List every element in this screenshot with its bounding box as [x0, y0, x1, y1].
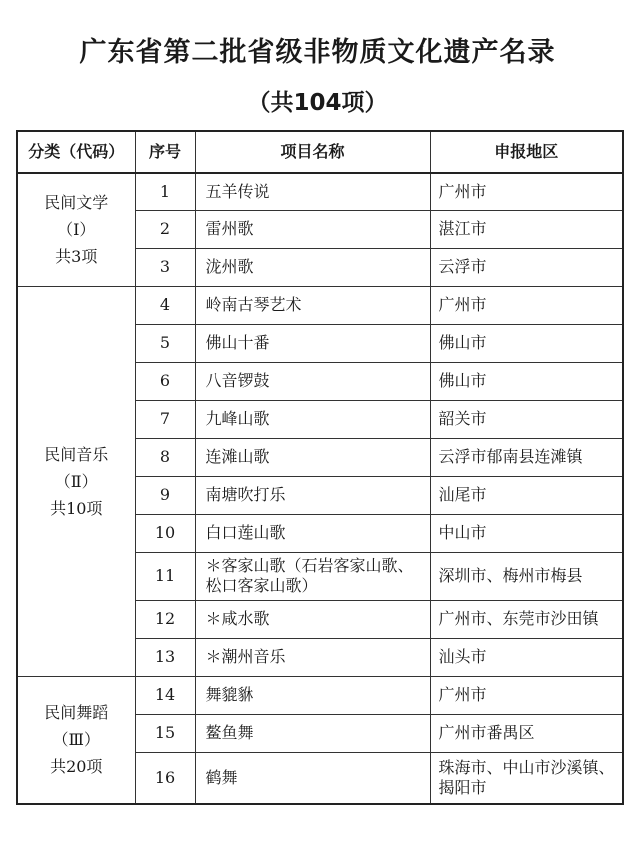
- item-number: 7: [135, 400, 195, 438]
- item-area: 深圳市、梅州市梅县: [430, 552, 623, 600]
- table-row: [17, 676, 623, 714]
- category-code: （Ⅰ）: [57, 220, 96, 240]
- header-category: 分类（代码）: [17, 131, 135, 173]
- item-number: 5: [135, 324, 195, 362]
- item-number: 3: [135, 248, 195, 286]
- item-area: 韶关市: [430, 400, 623, 438]
- item-name: 泷州歌: [195, 248, 430, 286]
- item-name: 佛山十番: [195, 324, 430, 362]
- category-code: （Ⅱ）: [54, 471, 98, 491]
- category-count: 共10项: [50, 498, 103, 518]
- item-area: 珠海市、中山市沙溪镇、揭阳市: [430, 752, 623, 804]
- page-subtitle: （共104项）: [247, 90, 388, 116]
- item-name: 舞貔貅: [195, 676, 430, 714]
- item-area: 汕尾市: [430, 476, 623, 514]
- item-name: ＊咸水歌: [195, 600, 430, 638]
- item-area: 中山市: [430, 514, 623, 552]
- category-count: 共20项: [50, 757, 103, 777]
- category-name: 民间音乐: [44, 444, 109, 464]
- header-name: 项目名称: [195, 131, 430, 173]
- item-area: 广州市、东莞市沙田镇: [430, 600, 623, 638]
- item-name: 南塘吹打乐: [195, 476, 430, 514]
- item-number: 9: [135, 476, 195, 514]
- item-number: 1: [135, 173, 195, 210]
- item-number: 6: [135, 362, 195, 400]
- item-name: 鹤舞: [195, 752, 430, 804]
- category-count: 共3项: [55, 247, 98, 267]
- header-area: 申报地区: [430, 131, 623, 173]
- table-row: [17, 173, 623, 210]
- item-area: 湛江市: [430, 210, 623, 248]
- item-name: 九峰山歌: [195, 400, 430, 438]
- category-cell: [17, 286, 135, 676]
- item-name: 连滩山歌: [195, 438, 430, 476]
- item-number: 2: [135, 210, 195, 248]
- heritage-list-table: [16, 130, 624, 805]
- item-area: 广州市: [430, 676, 623, 714]
- item-name: ＊潮州音乐: [195, 638, 430, 676]
- category-cell: [17, 676, 135, 804]
- item-number: 14: [135, 676, 195, 714]
- category-name: 民间舞蹈: [44, 703, 109, 723]
- table-row: [17, 286, 623, 324]
- header-number: 序号: [135, 131, 195, 173]
- item-area: 广州市番禺区: [430, 714, 623, 752]
- item-name: 八音锣鼓: [195, 362, 430, 400]
- item-name: ＊客家山歌（石岩客家山歌、松口客家山歌）: [195, 552, 430, 600]
- item-area: 广州市: [430, 286, 623, 324]
- category-name: 民间文学: [44, 193, 109, 213]
- item-number: 8: [135, 438, 195, 476]
- item-name: 白口莲山歌: [195, 514, 430, 552]
- item-number: 13: [135, 638, 195, 676]
- item-area: 佛山市: [430, 324, 623, 362]
- item-area: 云浮市: [430, 248, 623, 286]
- table-body: [17, 173, 623, 804]
- item-area: 云浮市郁南县连滩镇: [430, 438, 623, 476]
- item-number: 10: [135, 514, 195, 552]
- category-code: （Ⅲ）: [52, 730, 100, 750]
- item-name: 雷州歌: [195, 210, 430, 248]
- item-area: 佛山市: [430, 362, 623, 400]
- category-cell: [17, 173, 135, 286]
- item-number: 4: [135, 286, 195, 324]
- item-name: 鳌鱼舞: [195, 714, 430, 752]
- item-area: 广州市: [430, 173, 623, 210]
- item-number: 15: [135, 714, 195, 752]
- item-number: 16: [135, 752, 195, 804]
- page-title: 广东省第二批省级非物质文化遗产名录: [79, 37, 556, 68]
- item-name: 岭南古琴艺术: [195, 286, 430, 324]
- item-number: 11: [135, 552, 195, 600]
- item-name: 五羊传说: [195, 173, 430, 210]
- item-area: 汕头市: [430, 638, 623, 676]
- table-header-row: [17, 131, 623, 173]
- item-number: 12: [135, 600, 195, 638]
